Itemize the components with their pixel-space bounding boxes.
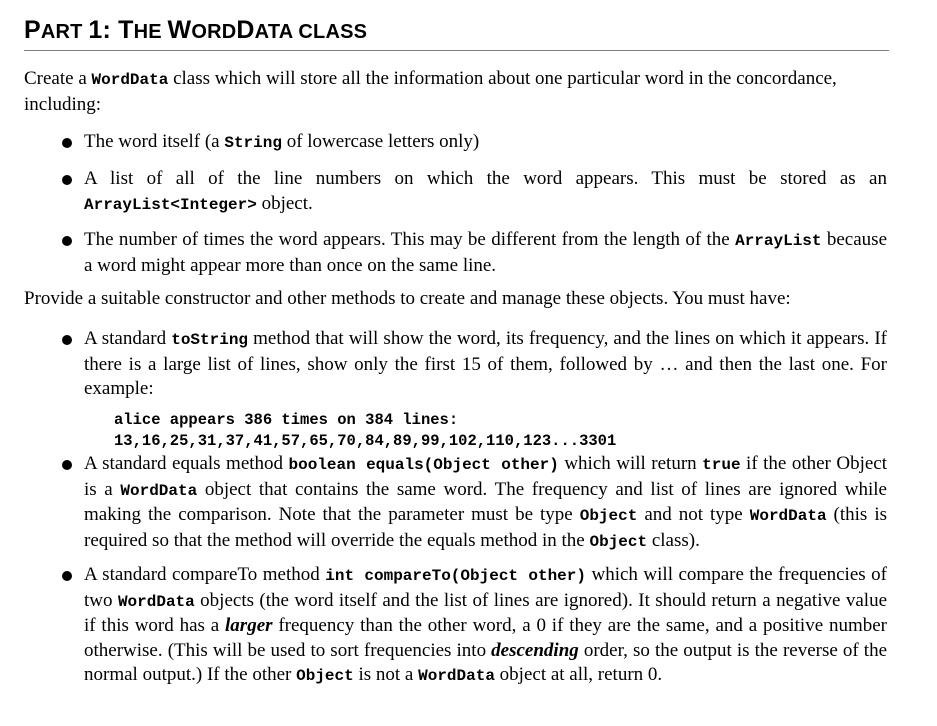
bullet-line-numbers: A list of all of the line numbers on which the word appears. This must be stored as an ArrayList<Integer> object.: [84, 168, 887, 214]
inline-code: ArrayList<Integer>: [84, 195, 257, 214]
heading-divider: [24, 50, 889, 51]
bullet-icon: [62, 335, 72, 345]
inline-code: WordData: [749, 507, 827, 525]
inline-code: String: [224, 134, 282, 152]
title-part: ORD: [191, 21, 237, 43]
inline-code: toString: [171, 331, 249, 349]
bullet-icon: [62, 236, 72, 246]
title-part: ATA: [254, 21, 299, 43]
inline-code: int compareTo(Object other): [325, 567, 586, 585]
title-part: D: [236, 16, 255, 44]
bullet-compareto: A standard compareTo method int compareTo(Object other) which will compare the frequencies of two WordData objects (the word itself and the list of lines are ignored). It should return a negative value if this word has a larger frequency than the other word, a 0 if they are the same, and a positive number otherwise. (This will be used to sort frequencies into descending order, so the output is the reverse of the normal output.) If the other Object is not a WordData object at all, return 0.: [84, 564, 888, 685]
title-part: HE: [133, 21, 168, 43]
inline-code: Object: [296, 667, 354, 685]
bullet-word-itself: The word itself (a String of lowercase letters only): [84, 131, 480, 152]
inline-code: ArrayList: [735, 232, 822, 250]
bullet-icon: [62, 138, 72, 148]
code-line: alice appears 386 times on 384 lines:: [114, 411, 459, 429]
provide-paragraph: Provide a suitable constructor and other methods to create and manage these objects. You must have:: [24, 288, 791, 309]
example-output-code: [114, 410, 616, 452]
title-part: ART: [40, 21, 89, 43]
inline-code: Object: [579, 507, 638, 525]
intro-paragraph: Create a WordData class which will store all the information about one particular word in the concordance, including:: [24, 68, 837, 115]
title-part: W: [167, 16, 192, 44]
inline-code: WordData: [117, 592, 195, 611]
inline-code: boolean equals(Object other): [288, 456, 559, 474]
title-part: CLASS: [298, 21, 368, 43]
inline-code: Object: [589, 532, 648, 551]
code-line: 13,16,25,31,37,41,57,65,70,84,89,99,102,110,123...3301: [114, 432, 617, 450]
title-part: P: [24, 16, 41, 44]
inline-code: true: [702, 456, 741, 474]
bullet-equals: A standard equals method boolean equals(Object other) which will return true if the other Object is a WordData object that contains the same word. The frequency and list of lines are ignored while making the comparison. Note that the parameter must be type Object and not type WordData (this is required so that the method will override the equals method in the Object class).: [84, 453, 888, 551]
bullet-tostring: A standard toString method that will show the word, its frequency, and the lines on which it appears. If there is a large list of lines, show only the first 15 of them, followed by … and then the last one. For example:: [84, 328, 887, 399]
title-part: 1: T: [88, 16, 134, 44]
emphasis: descending: [491, 639, 579, 661]
inline-code: WordData: [120, 481, 198, 500]
bullet-icon: [62, 175, 72, 185]
bullet-times-appears: The number of times the word appears. This may be different from the length of the ArrayList because a word might appear more than once on the same line.: [84, 229, 887, 276]
bullet-icon: [62, 571, 72, 581]
inline-code: WordData: [91, 71, 169, 89]
page-title: [24, 14, 367, 48]
inline-code: WordData: [418, 667, 495, 685]
emphasis: larger: [225, 615, 273, 636]
bullet-icon: [62, 460, 72, 470]
